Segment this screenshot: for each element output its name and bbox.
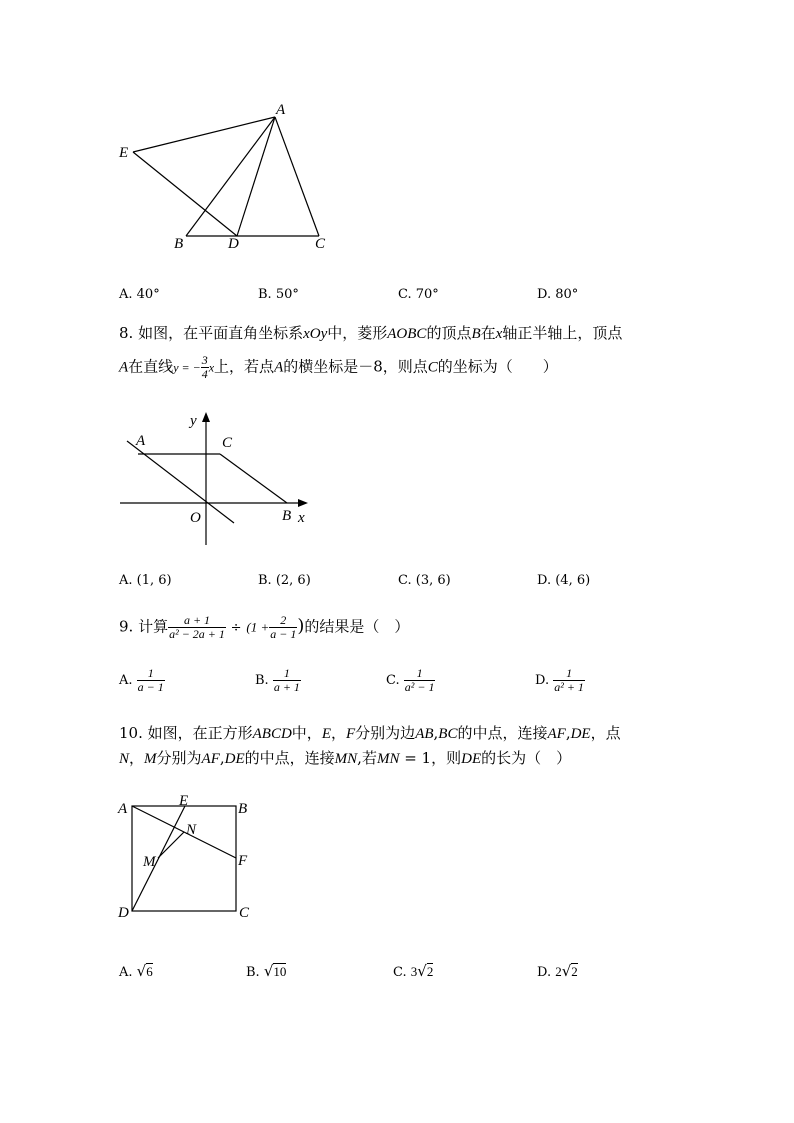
q10-label-N: N [186, 822, 197, 838]
q7-option-d[interactable]: D. 80° [537, 287, 579, 302]
q10-label-E: E [179, 793, 189, 809]
q9-option-d[interactable]: D. $\frac{1}{\text{a² + 1}}$ [535, 666, 584, 694]
q8-label-x: x [298, 510, 305, 526]
q8-slope-fraction: $\frac{3}{4}$ [201, 353, 208, 381]
q10-option-a[interactable]: A. √6 [119, 962, 153, 980]
q8-label-B: B [282, 508, 292, 524]
q8-label-y: y [190, 413, 197, 429]
q10-label-B: B [238, 801, 248, 817]
q8-label-C: C [222, 435, 233, 451]
q9-fraction-2: $\frac{2}{a - 1}$ [270, 613, 297, 641]
q9-fraction-1: $\frac{a + 1}{\text{a² − 2a + 1}}$ [169, 613, 225, 641]
q10-question-line2: N，M分别为AF,DE的中点，连接MN,若MN = 1，则DE的长为（ ） [119, 749, 572, 767]
q9-option-c[interactable]: C. $\frac{1}{\text{a² − 1}}$ [386, 666, 435, 694]
q8-option-b[interactable]: B. (2, 6) [258, 573, 311, 588]
q10-label-M: M [143, 854, 156, 870]
q10-label-A: A [118, 801, 128, 817]
q7-label-E: E [119, 145, 129, 161]
q8-label-O: O [190, 510, 201, 526]
q9-option-b[interactable]: B. $\frac{1}{a + 1}$ [255, 666, 300, 694]
q7-label-C: C [315, 236, 326, 252]
q10-figure [110, 793, 260, 925]
q9-question: 9. 计算 $\frac{a + 1}{\text{a² − 2a + 1}}$ ÷ (1 + $\frac{2}{a - 1}$ )的结果是（ ） [119, 613, 410, 641]
q7-label-A: A [276, 102, 286, 118]
q9-option-a[interactable]: A. $\frac{1}{a - 1}$ [119, 666, 164, 694]
x-axis-arrow-icon [298, 499, 308, 507]
q7-option-c[interactable]: C. 70° [398, 287, 439, 302]
sqrt-icon: √ [136, 962, 147, 980]
q8-question-line2: A在直线y = − $\frac{3}{4}$ x上，若点A的横坐标是－8，则点C的坐标为（ ） [119, 353, 558, 381]
q7-option-b[interactable]: B. 50° [258, 287, 299, 302]
q7-option-a[interactable]: A. 40° [119, 287, 160, 302]
sqrt-icon: √ [561, 962, 572, 980]
q10-label-C: C [239, 905, 250, 921]
q8-label-A: A [136, 433, 146, 449]
q8-question-line1: 8. 如图，在平面直角坐标系xOy中，菱形AOBC的顶点B在x轴正半轴上，顶点 [119, 324, 623, 342]
q8-option-a[interactable]: A. (1, 6) [119, 573, 172, 588]
q10-option-c[interactable]: C. 3√2 [393, 962, 434, 980]
sqrt-icon: √ [263, 962, 274, 980]
q8-option-c[interactable]: C. (3, 6) [398, 573, 451, 588]
q10-option-b[interactable]: B. √10 [246, 962, 287, 980]
q10-question-line1: 10. 如图，在正方形ABCD中，E，F分别为边AB,BC的中点，连接AF,DE，点 [119, 724, 621, 742]
sqrt-icon: √ [417, 962, 427, 980]
q10-label-D: D [118, 905, 129, 921]
q8-option-d[interactable]: D. (4, 6) [537, 573, 591, 588]
q7-label-B: B [174, 236, 184, 252]
q7-label-D: D [228, 236, 239, 252]
q7-figure [110, 95, 350, 260]
y-axis-arrow-icon [202, 412, 210, 422]
q10-label-F: F [238, 853, 248, 869]
q10-option-d[interactable]: D. 2√2 [537, 962, 578, 980]
q8-figure [110, 405, 330, 550]
